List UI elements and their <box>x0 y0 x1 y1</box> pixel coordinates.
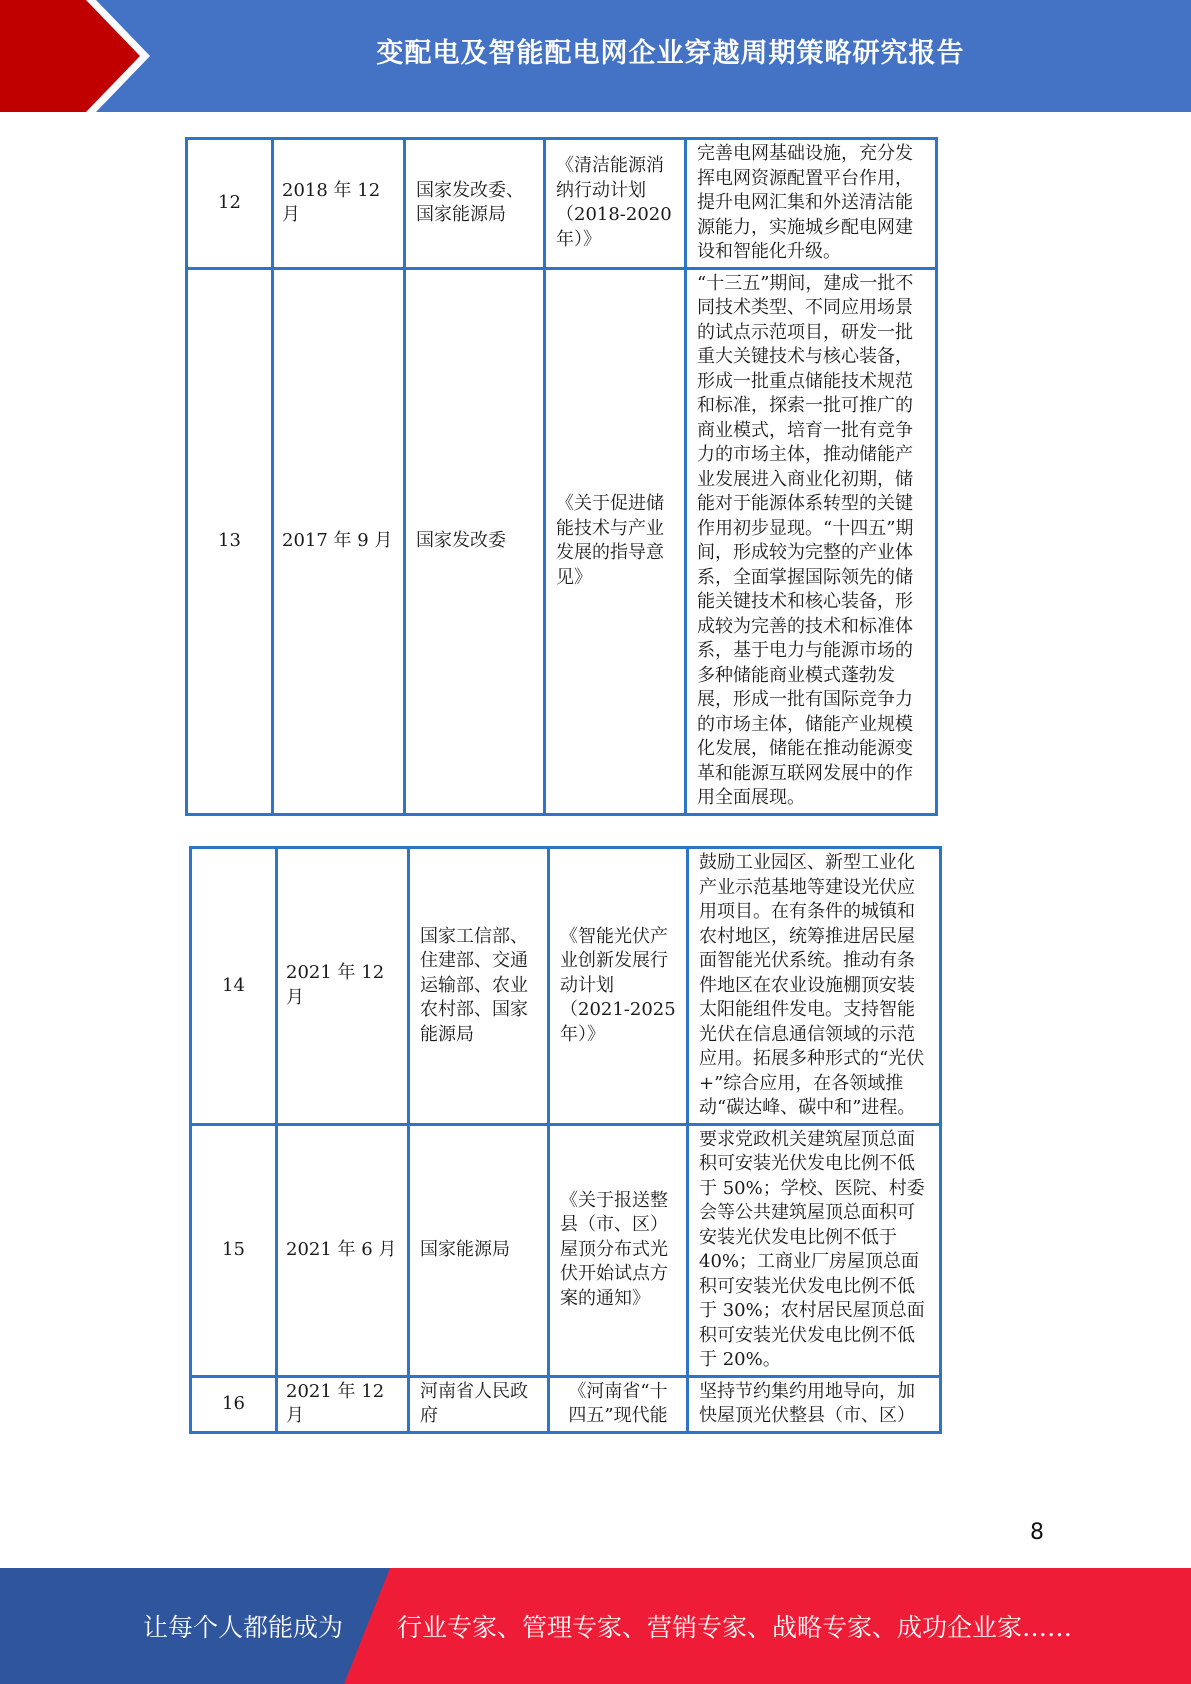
issue-date: 2021 年 12 月 <box>277 1376 409 1432</box>
issue-date: 2018 年 12 月 <box>273 139 405 269</box>
policy-table-2 <box>189 846 942 1434</box>
table-row <box>187 139 937 269</box>
policy-document: 《关于报送整县（市、区）屋顶分布式光伏开始试点方案的通知》 <box>549 1124 688 1376</box>
page-number: 8 <box>1030 1520 1044 1545</box>
issue-date: 2017 年 9 月 <box>273 268 405 814</box>
row-number: 12 <box>187 139 273 269</box>
policy-document: 《关于促进储能技术与产业发展的指导意见》 <box>545 268 686 814</box>
policy-content: 完善电网基础设施，充分发挥电网资源配置平台作用，提升电网汇集和外送清洁能源能力，实施城乡配电网建设和智能化升级。 <box>686 139 937 269</box>
policy-content: 要求党政机关建筑屋顶总面积可安装光伏发电比例不低于 50%；学校、医院、村委会等公共建筑屋顶总面积可安装光伏发电比例不低于 40%；工商业厂房屋顶总面积可安装光伏发电比例不低于 30%；农村居民屋顶总面积可安装光伏发电比例不低于 20%。 <box>688 1124 941 1376</box>
footer-slogan-left: 让每个人都能成为 <box>143 1613 344 1642</box>
issue-date: 2021 年 6 月 <box>277 1124 409 1376</box>
policy-content: 坚持节约集约用地导向，加快屋顶光伏整县（市、区） <box>688 1376 941 1432</box>
row-number: 16 <box>191 1376 277 1432</box>
issuing-agency: 国家发改委 <box>405 268 545 814</box>
issuing-agency: 国家能源局 <box>409 1124 549 1376</box>
footer-banner <box>0 1568 1191 1684</box>
table-row <box>187 268 937 814</box>
issue-date: 2021 年 12 月 <box>277 848 409 1125</box>
issuing-agency: 河南省人民政府 <box>409 1376 549 1432</box>
row-number: 13 <box>187 268 273 814</box>
header-arrow-icon <box>0 0 144 112</box>
issuing-agency: 国家发改委、国家能源局 <box>405 139 545 269</box>
row-number: 14 <box>191 848 277 1125</box>
policy-content: 鼓励工业园区、新型工业化产业示范基地等建设光伏应用项目。在有条件的城镇和农村地区，统筹推进居民屋面智能光伏系统。推动有条件地区在农业设施棚顶安装太阳能组件发电。支持智能光伏在信息通信领域的示范应用。拓展多种形式的“光伏+”综合应用，在各领域推动“碳达峰、碳中和”进程。 <box>688 848 941 1125</box>
policy-document: 《河南省“十四五”现代能 <box>549 1376 688 1432</box>
policy-document: 《清洁能源消纳行动计划（2018-2020年）》 <box>545 139 686 269</box>
policy-table-1 <box>185 137 938 816</box>
policy-content: “十三五”期间，建成一批不同技术类型、不同应用场景的试点示范项目，研发一批重大关键技术与核心装备，形成一批重点储能技术规范和标准，探索一批可推广的商业模式，培育一批有竞争力的市场主体，推动储能产业发展进入商业化初期，储能对于能源体系转型的关键作用初步显现。“十四五”期间，形成较为完整的产业体系，全面掌握国际领先的储能关键技术和核心装备，形成较为完善的技术和标准体系，基于电力与能源市场的多种储能商业模式蓬勃发展，形成一批有国际竞争力的市场主体，储能产业规模化发展，储能在推动能源变革和能源互联网发展中的作用全面展现。 <box>686 268 937 814</box>
table-row <box>191 848 941 1125</box>
report-title: 变配电及智能配电网企业穿越周期策略研究报告 <box>376 37 965 69</box>
footer-slogan-right: 行业专家、管理专家、营销专家、战略专家、成功企业家…… <box>397 1613 1073 1642</box>
header-banner <box>0 0 1191 112</box>
table-row <box>191 1124 941 1376</box>
table-row <box>191 1376 941 1432</box>
row-number: 15 <box>191 1124 277 1376</box>
issuing-agency: 国家工信部、住建部、交通运输部、农业农村部、国家能源局 <box>409 848 549 1125</box>
policy-document: 《智能光伏产业创新发展行动计划（2021-2025 年）》 <box>549 848 688 1125</box>
